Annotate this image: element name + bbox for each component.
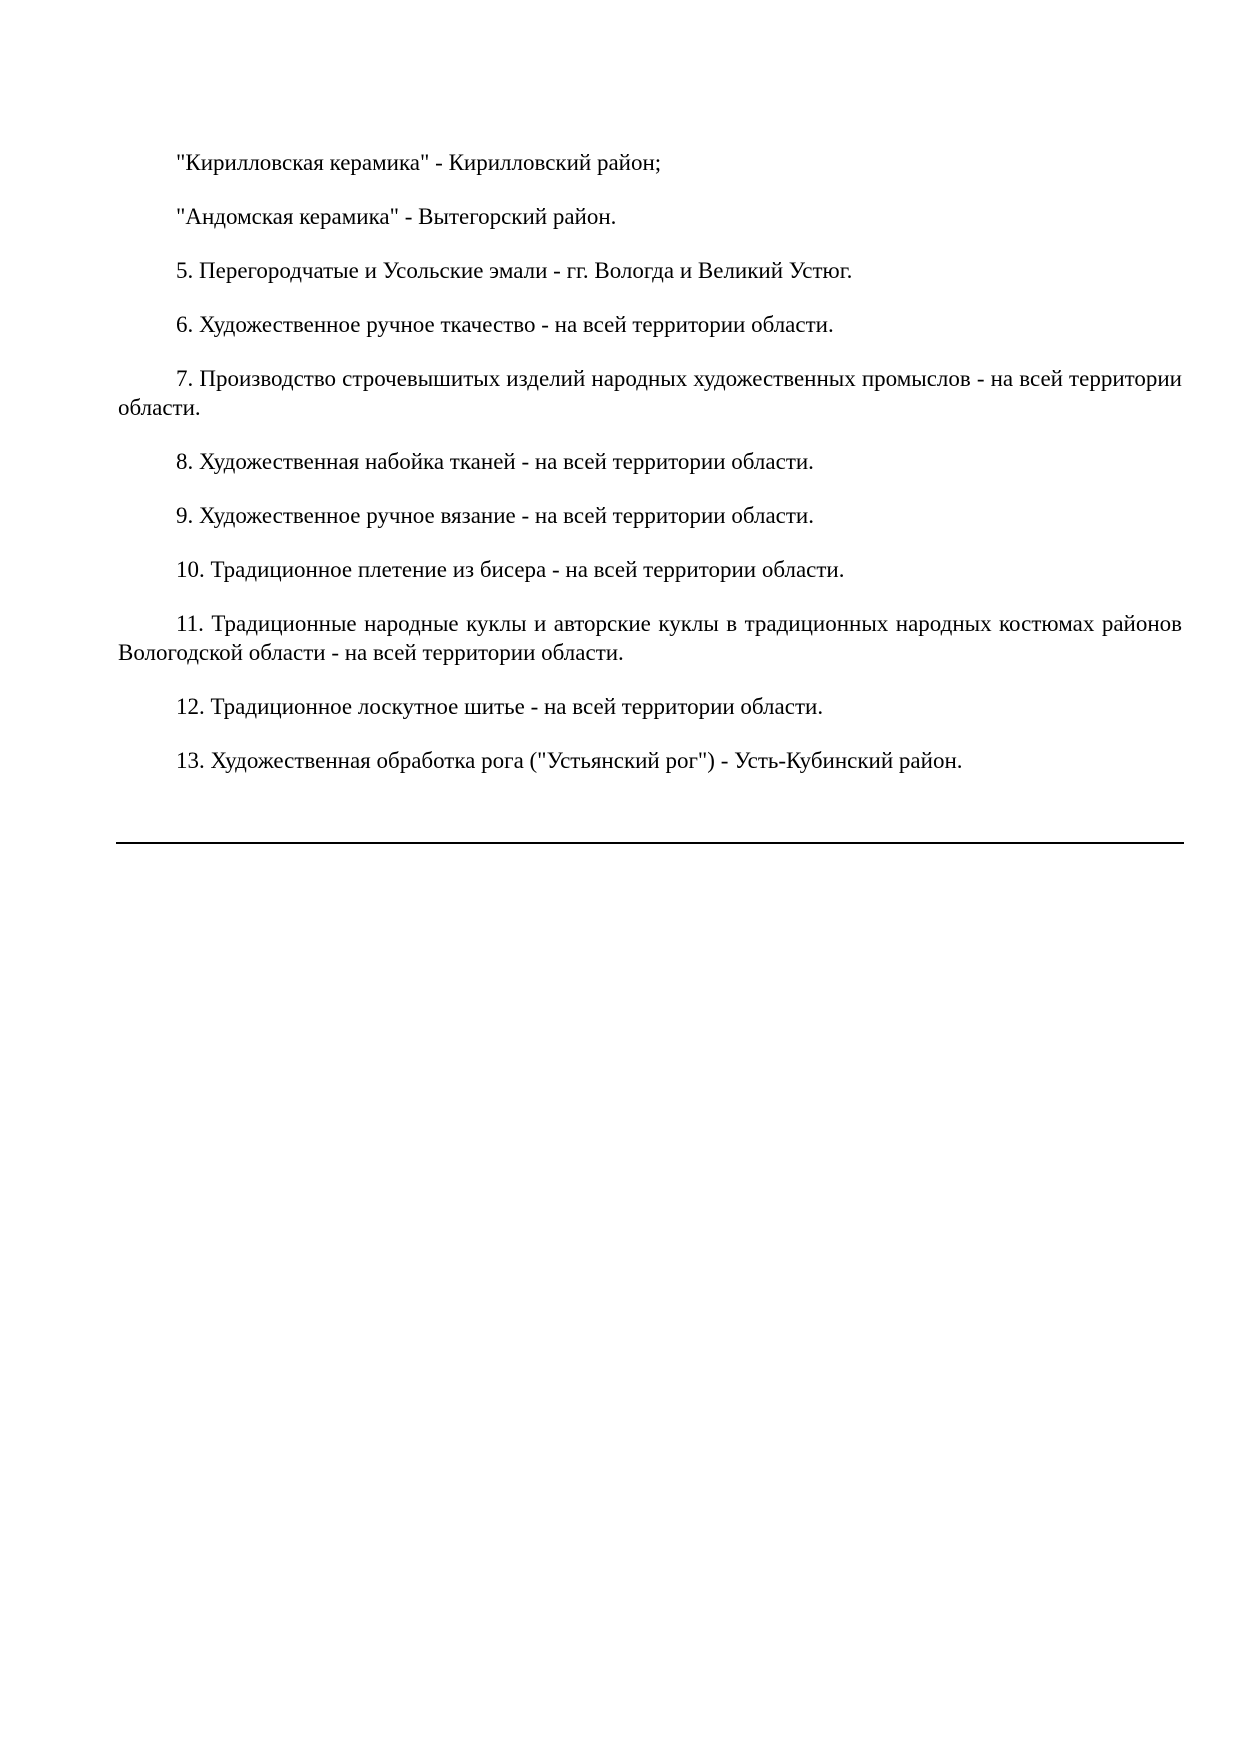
- paragraph-andoma-ceramics: "Андомская керамика" - Вытегорский район.: [176, 204, 617, 229]
- paragraph-item-8: 8. Художественная набойка тканей - на всей территории области.: [176, 449, 814, 474]
- horizontal-divider: [116, 842, 1184, 844]
- paragraph-item-11: 11. Традиционные народные куклы и авторские куклы в традиционных народных костюмах районов Вологодской области - на всей территории области.: [118, 611, 1182, 665]
- paragraph-item-12: 12. Традиционное лоскутное шитье - на всей территории области.: [176, 694, 824, 719]
- document-body: [118, 148, 1182, 800]
- paragraph-kirillov-ceramics: "Кирилловская керамика" - Кирилловский район;: [176, 150, 662, 175]
- paragraph-item-9: 9. Художественное ручное вязание - на всей территории области.: [176, 503, 814, 528]
- paragraph-item-6: 6. Художественное ручное ткачество - на всей территории области.: [176, 312, 834, 337]
- paragraph-item-10: 10. Традиционное плетение из бисера - на всей территории области.: [176, 557, 845, 582]
- paragraph-item-7: 7. Производство строчевышитых изделий народных художественных промыслов - на всей территории области.: [118, 366, 1182, 420]
- paragraph-item-5: 5. Перегородчатые и Усольские эмали - гг. Вологда и Великий Устюг.: [176, 258, 853, 283]
- paragraph-item-13: 13. Художественная обработка рога ("Устьянский рог") - Усть-Кубинский район.: [176, 748, 963, 773]
